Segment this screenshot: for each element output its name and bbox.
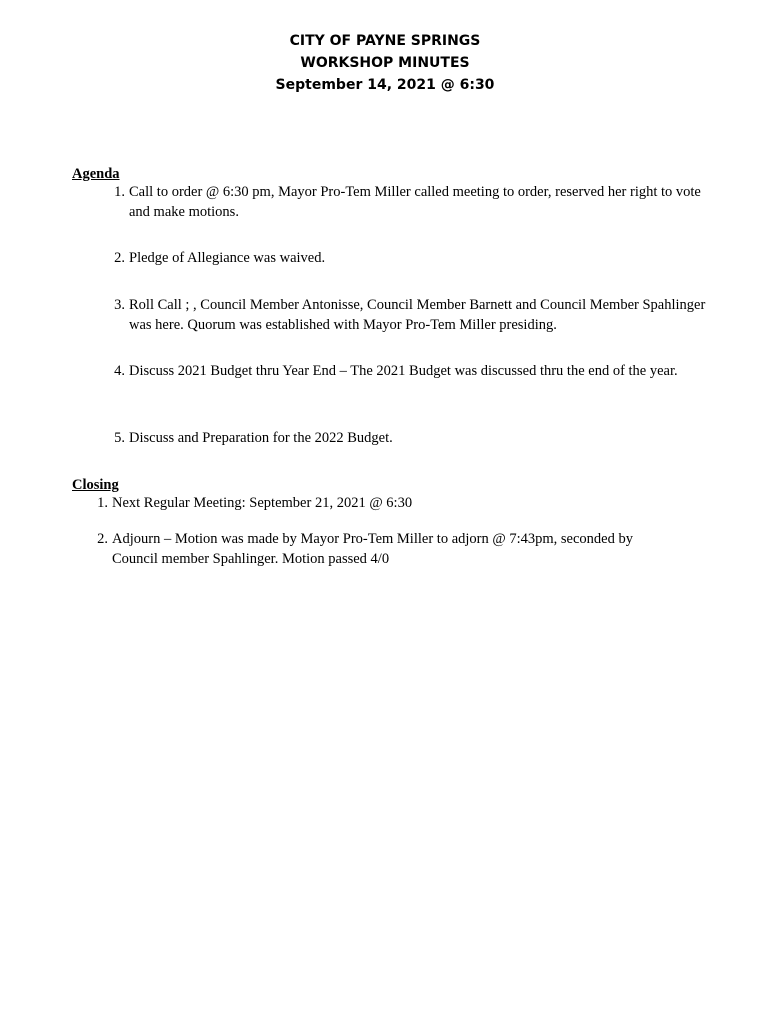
- agenda-item-text: Discuss 2021 Budget thru Year End – The 2021 Budget was discussed thru the end of the year.: [129, 363, 678, 379]
- closing-item-number: 2.: [97, 531, 108, 547]
- document-type: WORKSHOP MINUTES: [300, 55, 470, 71]
- closing-item-text: Next Regular Meeting: September 21, 2021 @ 6:30: [112, 495, 413, 511]
- agenda-item-text: Pledge of Allegiance was waived.: [129, 250, 326, 266]
- agenda-item-number: 5.: [114, 430, 125, 446]
- closing-item-number: 1.: [97, 495, 108, 511]
- agenda-item-number: 4.: [114, 363, 125, 379]
- document-header: [0, 30, 770, 96]
- agenda-item-text: Roll Call ; , Council Member Antonisse, Council Member Barnett and Council Member Spahlinger was here. Quorum was established with Mayor Pro-Tem Miller presiding.: [129, 297, 706, 333]
- agenda-item-text: Call to order @ 6:30 pm, Mayor Pro-Tem Miller called meeting to order, reserved her right to vote and make motions.: [129, 184, 701, 220]
- agenda-item-number: 3.: [114, 297, 125, 313]
- closing-item-text: Adjourn – Motion was made by Mayor Pro-Tem Miller to adjorn @ 7:43pm, seconded by Council member Spahlinger. Motion passed 4/0: [112, 531, 633, 567]
- agenda-item-number: 2.: [114, 250, 125, 266]
- agenda-heading: Agenda: [72, 166, 120, 182]
- agenda-item-text: Discuss and Preparation for the 2022 Budget.: [129, 430, 393, 446]
- closing-heading: Closing: [72, 477, 119, 493]
- city-name: CITY OF PAYNE SPRINGS: [289, 33, 481, 49]
- agenda-item-number: 1.: [114, 184, 125, 200]
- meeting-date: September 14, 2021 @ 6:30: [275, 77, 495, 93]
